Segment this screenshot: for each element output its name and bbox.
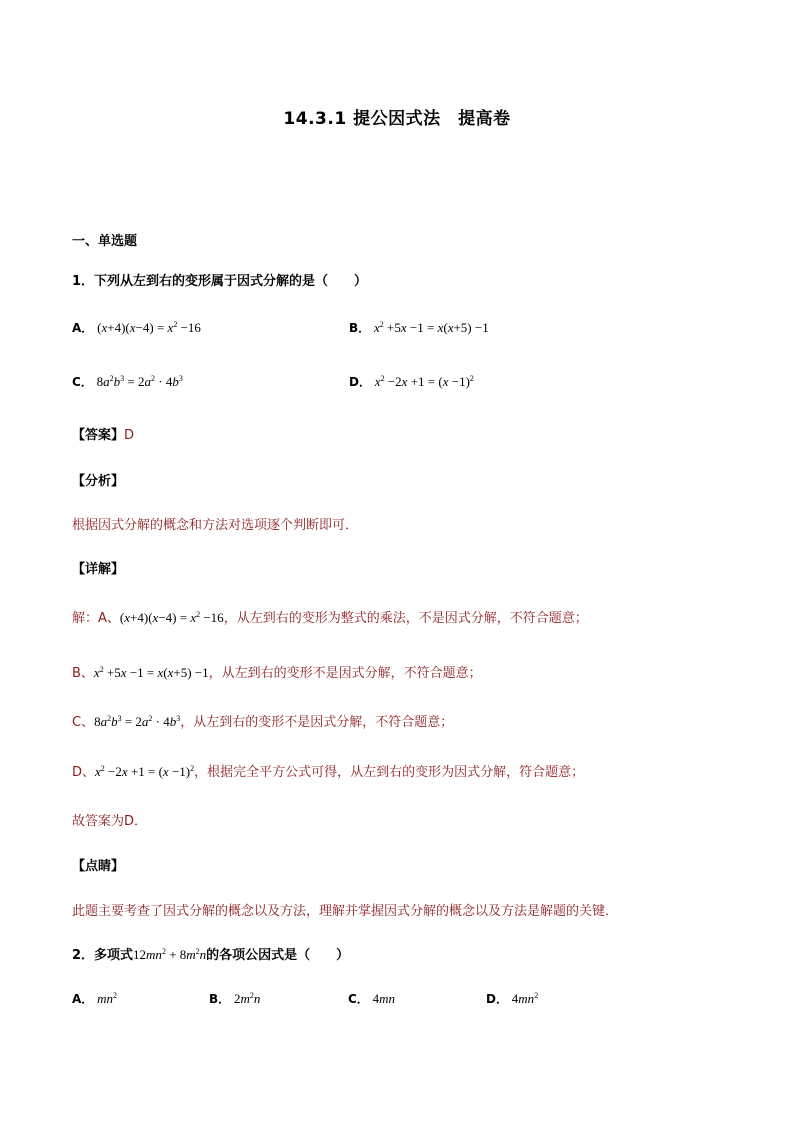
question-1-option-d[interactable]	[349, 373, 474, 390]
option-label: D．	[349, 375, 371, 389]
detail-math: $(x+4)(x-4) = x^2 -16$	[119, 610, 224, 625]
analysis-text: 根据因式分解的概念和方法对选项逐个判断即可．	[72, 518, 359, 533]
detail-prefix: C、	[72, 715, 95, 730]
page-title: 14.3.1 提公因式法 提高卷	[283, 109, 511, 129]
option-label: D．	[486, 992, 508, 1006]
question-2-option-b[interactable]	[209, 990, 260, 1007]
detail-prefix: D、	[72, 765, 96, 780]
option-label: A．	[72, 992, 94, 1006]
option-label: B．	[349, 321, 371, 335]
detail-line-d	[72, 761, 584, 780]
question-1-option-c[interactable]	[72, 373, 183, 390]
detail-text: ，根据完全平方公式可得，从左到右的变形为因式分解，符合题意；	[194, 765, 585, 780]
detail-line-b	[72, 662, 482, 681]
answer-tag: 【答案】	[72, 428, 125, 443]
answer-value: D	[124, 428, 135, 443]
question-1-stem: 1．下列从左到右的变形属于因式分解的是（ ）	[72, 274, 368, 289]
option-math: 4mn	[372, 991, 396, 1006]
stem-after: 的各项公因式是（ ）	[206, 948, 350, 963]
question-1-option-a[interactable]	[72, 319, 201, 336]
question-1-option-b[interactable]	[349, 319, 489, 336]
option-math: $mn^2$	[97, 991, 118, 1006]
option-label: B．	[209, 992, 231, 1006]
comment-text: 此题主要考查了因式分解的概念以及方法，理解并掌握因式分解的概念以及方法是解题的关键．	[72, 904, 619, 919]
analysis-tag: 【分析】	[72, 474, 125, 489]
detail-tag: 【详解】	[72, 562, 125, 577]
option-label: C．	[348, 992, 369, 1006]
conclusion-text: 故答案为D．	[72, 814, 148, 829]
stem-math: $12mn^2 + 8m^2n$	[133, 947, 207, 962]
option-math: $4mn^2$	[511, 991, 539, 1006]
answer-line	[72, 424, 134, 443]
option-math: $2m^2n$	[233, 991, 261, 1006]
detail-text: ，从左到右的变形不是因式分解，不符合题意；	[208, 666, 482, 681]
option-math: $8a^2b^3 = 2a^2 \cdot 4b^3$	[96, 374, 183, 389]
detail-math: $x^2 +5x -1 = x(x+5) -1$	[93, 665, 209, 680]
question-2-option-c[interactable]	[348, 990, 395, 1007]
option-label: A．	[72, 321, 94, 335]
stem-before: 2．多项式	[72, 948, 134, 963]
question-2-option-d[interactable]	[486, 990, 538, 1007]
detail-math: $x^2 -2x +1 = (x -1)^2$	[95, 764, 195, 779]
option-math: $x^2 -2x +1 = (x -1)^2$	[374, 374, 474, 389]
comment-tag: 【点睛】	[72, 859, 125, 874]
option-math: $(x+4)(x-4) = x^2 -16$	[97, 320, 201, 335]
option-math: $x^2 +5x -1 = x(x+5) -1$	[373, 320, 489, 335]
detail-prefix: 解：A、	[72, 611, 120, 626]
option-label: C．	[72, 375, 93, 389]
detail-line-a	[72, 607, 588, 626]
detail-text: ，从左到右的变形不是因式分解，不符合题意；	[180, 715, 454, 730]
section-heading: 一、单选题	[72, 234, 138, 249]
detail-text: ，从左到右的变形为整式的乘法，不是因式分解，不符合题意；	[223, 611, 588, 626]
question-2-option-a[interactable]	[72, 990, 117, 1007]
question-2-stem	[72, 944, 349, 963]
detail-prefix: B、	[72, 666, 94, 681]
detail-line-c	[72, 711, 453, 730]
detail-math: $8a^2b^3 = 2a^2 \cdot 4b^3$	[94, 714, 181, 729]
